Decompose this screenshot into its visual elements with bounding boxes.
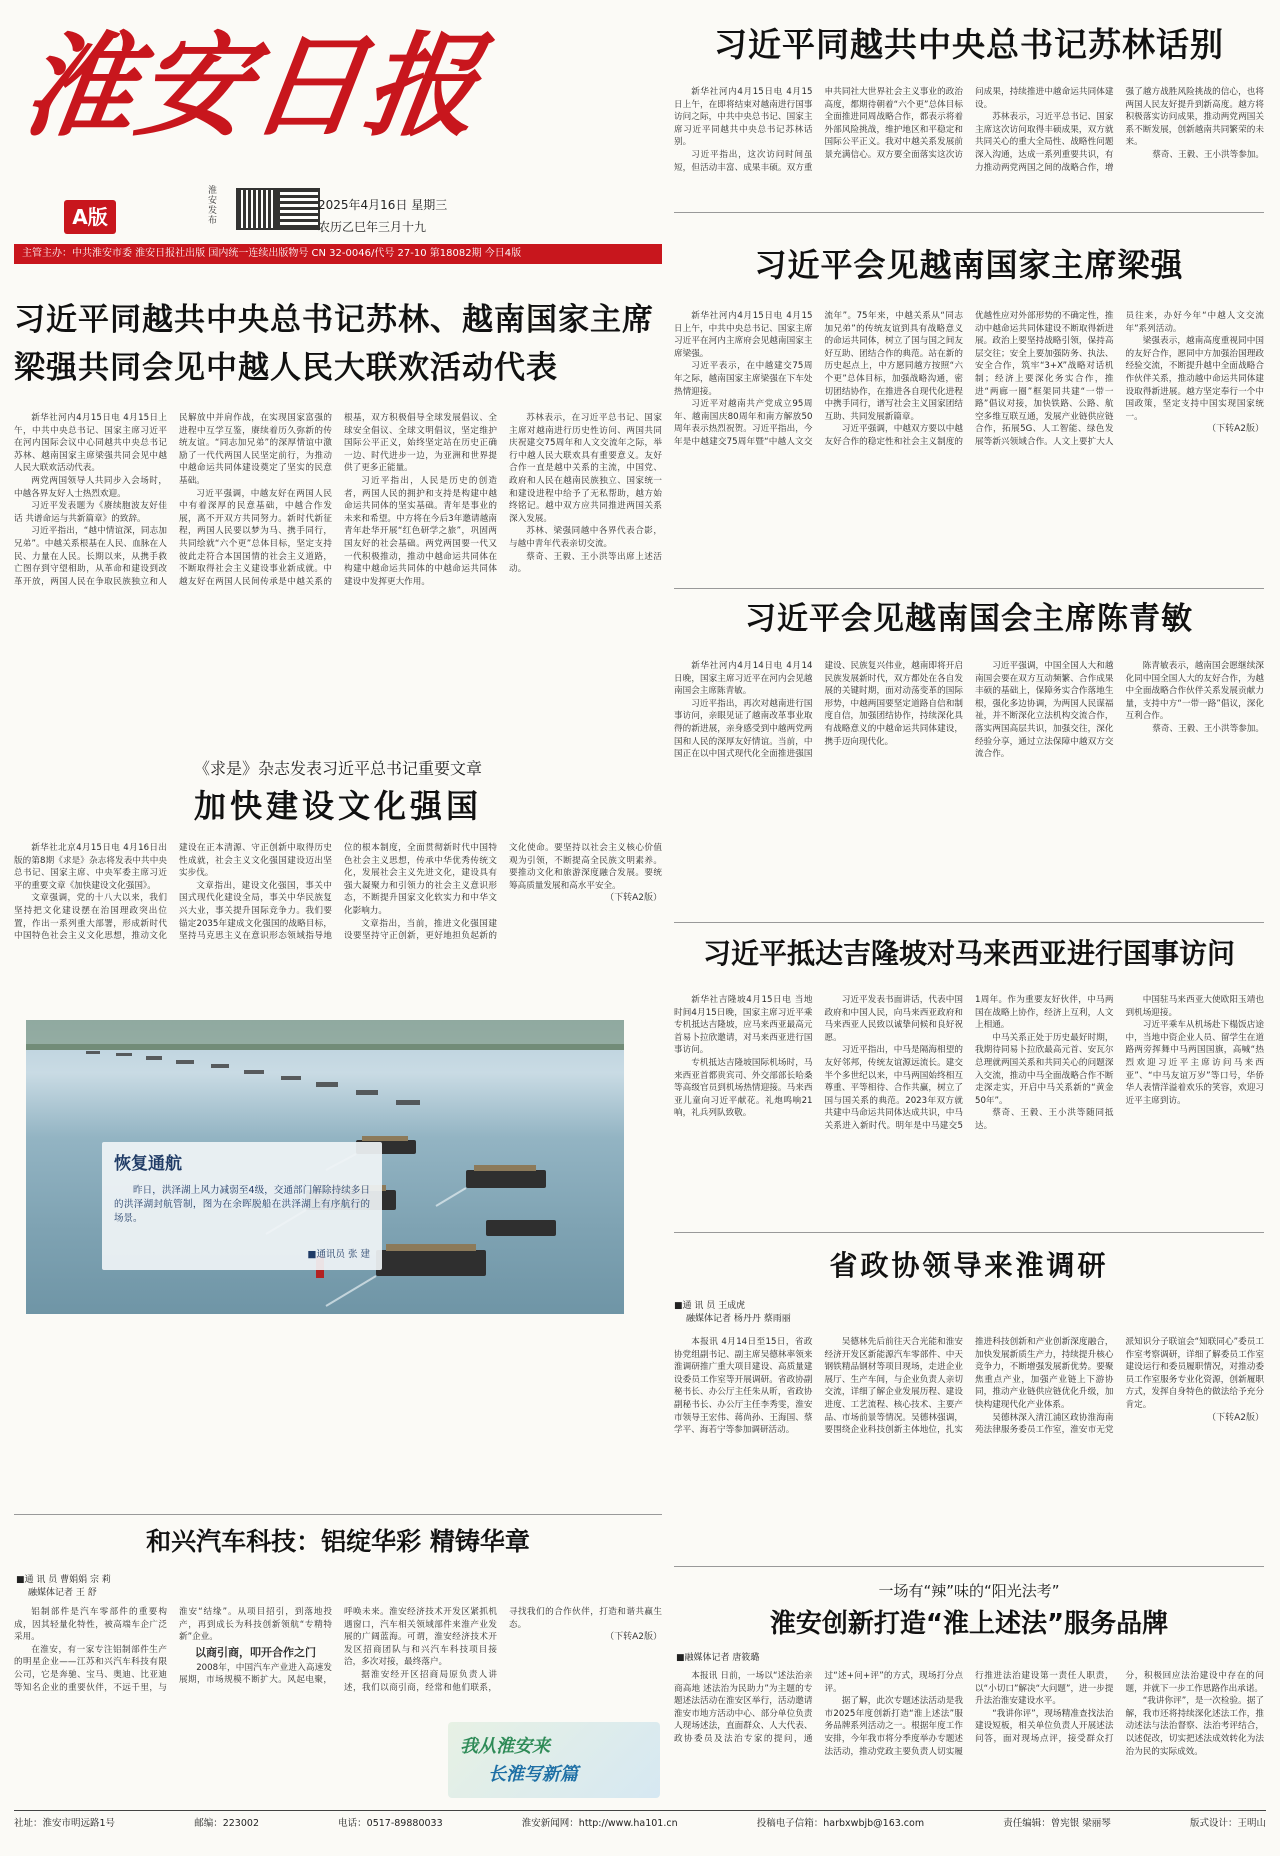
barge-convoy	[86, 1051, 420, 1105]
continue-note[interactable]: （下转A2版）	[605, 1632, 662, 1643]
hexing-byline	[16, 1574, 186, 1600]
paragraph: 铝制部件是汽车零部件的重要构成，因其轻量化特性，被高端车企广泛采用。	[14, 1607, 167, 1643]
headline-hexing[interactable]: 和兴汽车科技：铝绽华彩 精铸华章	[146, 1527, 530, 1556]
issue-date: 2025年4月16日 星期三	[318, 198, 448, 212]
paragraph: 蔡奇、王毅、王小洪等参加。	[1152, 149, 1264, 160]
hexing-subhead: 以商引商，叩开合作之门	[195, 1645, 316, 1659]
paragraph: “我讲你评”，现场精准查找法治建设短板，相关单位负责人开展述法问答，面对现场点评，接受群众打分，积极回应法治建设中存在的问题，并就下一步工作思路作出承诺。	[975, 1671, 1264, 1744]
footer-website[interactable]: 淮安新闻网：http://www.ha101.cn	[521, 1818, 678, 1829]
divider	[674, 922, 1264, 923]
lead-headline-line2[interactable]: 梁强共同会见中越人民大联欢活动代表	[14, 350, 558, 386]
paragraph: 习近平强调，中越双方要以中越友好合作的稳定性和社会主义制度的优越性应对外部形势的不确定性，推动中越命运共同体建设不断取得新进展。政治上要坚持战略引领，保持高层交往；安全上要加强防务、执法、安全合作，筑牢“3+X”战略对话机制；经济上要深化务实合作，推进“两廊一圈”框架同共建“一带一路”倡议对接，加快铁路、公路、航空多维互联互通，发展产业链供应链合作，拓展5G、人工智能、绿色发展等新兴领域合作。人文上要扩大人员往来，办好今年“中越人文交流年”系列活动。	[824, 311, 1264, 447]
article-liangqiang	[674, 310, 1264, 610]
byline-line: 融媒体记者 杨丹丹 蔡雨丽	[686, 1314, 791, 1324]
series-logo-line2: 长淮写新篇	[488, 1764, 578, 1785]
paragraph: 习近平乘车从机场赴下榻饭店途中，当地中资企业人员、留学生在道路两旁挥舞中马两国国旗，高喊“热烈欢迎习近平主席访问马来西亚”、“中马友谊万岁”等口号，华侨华人表情洋溢着欢乐的笑容，欢迎习近平主席到访。	[1125, 1020, 1264, 1106]
shore-far	[26, 1044, 624, 1050]
series-logo	[448, 1722, 660, 1798]
divider	[674, 588, 1264, 589]
masthead-bar-text: 主管主办：中共淮安市委 淮安日报社出版 国内统一连续出版物号 CN 32-0046/代号 27-10 第18082期 今日4版	[22, 248, 522, 259]
paragraph: 苏林、梁强同越中各界代表合影，与越中青年代表亲切交流。	[509, 526, 662, 549]
paragraph: 文章指出，建设文化强国，事关中国式现代化建设全局，事关中华民族复兴大业，事关提升国际竞争力。我们要锚定2035年建成文化强国的战略目标，坚持马克思主义在意识形态领域指导地位的根本制度，全面贯彻新时代中国特色社会主义思想，传承中华优秀传统文化，发展社会主义先进文化，建设具有强大凝聚力和引领力的社会主义意识形态，不断提升国家文化软实力和中华文化影响力。	[179, 843, 497, 942]
divider	[674, 1232, 1264, 1233]
paragraph: 蔡奇、王毅、王小洪等出席上述活动。	[509, 551, 662, 575]
masthead-bar	[14, 244, 662, 264]
paragraph: “我讲你评”，是一次检验。据了解，我市还将持续深化述法工作，推动述法与法治督察、法治考评结合，以述促改，切实把述法成效转化为法治为民的实际成效。	[1125, 1696, 1264, 1757]
edition-badge: A版	[64, 200, 116, 234]
paragraph: 文章强调，党的十八大以来，我们坚持把文化建设摆在治国理政突出位置，作出一系列重大部署，形成新时代中国特色社会主义文化思想，推动文化建设在正本清源、守正创新中取得历史性成就，社会主义文化强国建设迈出坚实步伐。	[14, 843, 332, 942]
article-sulin-farewell	[674, 86, 1264, 206]
paragraph: 在淮安，有一家专注铝制部件生产的明星企业——江苏和兴汽车科技有限公司，它是奔驰、宝马、奥迪、比亚迪等知名企业的重要伙伴，不远千里，与淮安“结缘”。从项目招引，到落地投产，再到成长为科技创新领航“专精特新”企业。	[14, 1607, 332, 1693]
paragraph: 中国驻马来西亚大使欧阳玉靖也到机场迎接。	[1125, 995, 1264, 1018]
headline-liangqiang[interactable]: 习近平会见越南国家主席梁强	[754, 246, 1184, 284]
paragraph: 新华社河内4月14日电 4月14日晚，国家主席习近平在河内会见越南国会主席陈青敏。	[674, 661, 813, 697]
photo-credit: ■通讯员 张 建	[307, 1249, 370, 1260]
paragraph: 苏林表示，在习近平总书记、国家主席对越南进行历史性访问、两国共同庆祝建交75周年和人文交流年之际，举行中越人民大联欢具有重要意义。友好合作一直是越中关系的主流，中国党、政府和人民在越南民族独立、国家统一和建设进程中给予了无私帮助，越方始终铭记。越中双方应共同推进两国关系深入发展。	[509, 413, 662, 524]
footer-postcode: 邮编：223002	[194, 1818, 259, 1829]
paragraph: 苏林表示，习近平总书记、国家主席这次访问取得丰硕成果，双方就共同关心的重大全局性、战略性问题深入沟通，达成一系列重要共识，有力推动两党两国之间的战略合作，增强了越方战胜风险挑战的信心，也将两国人民友好提升到新高度。越方将积极落实访问成果，推动两党两国关系不断发展，创新越南共同繁荣的未来。	[975, 87, 1264, 173]
headline-malaysia[interactable]: 习近平抵达吉隆坡对马来西亚进行国事访问	[702, 937, 1235, 970]
paragraph: 新华社河内4月15日电 4月15日上午，中共中央总书记、国家主席习近平在河内国际会议中心同越共中央总书记苏林、越南国家主席梁强共同会见中越人民大联欢活动代表。	[14, 413, 167, 474]
article-chenqingmin	[674, 660, 1264, 916]
paragraph: 陈青敏表示，越南国会愿继续深化同中国全国人大的友好合作，为越中全面战略合作伙伴关系发展贡献力量，支持中方“一带一路”倡议，深化互利合作。	[1125, 661, 1264, 722]
footer-email[interactable]: 投稿电子信箱：harbxwbjb@163.com	[756, 1818, 925, 1829]
paragraph: 本报讯 4月14日至15日，省政协党组副书记、副主席吴德林率领来淮调研推广重大项目建设、高质量建设委员工作室等开展调研。省政协副秘书长、办公厅主任朱从昕，省政协副秘书长、办公厅主任李秀雯，淮安市领导王宏伟、蒋尚孙、王海国、蔡学平、海若宁等参加调研活动。	[674, 1337, 813, 1436]
footer-design: 版式设计：王明山	[1189, 1818, 1266, 1829]
paragraph: 据淮安经开区招商局原负责人讲述，我们以商引商，经常和他们联系，寻找我们的合作伙伴，打造和谐共赢生态。	[344, 1607, 662, 1693]
photo-title: 恢复通航	[114, 1154, 182, 1174]
paragraph: 新华社北京4月15日电 4月16日出版的第8期《求是》杂志将发表中共中央总书记、国家主席、中央军委主席习近平的重要文章《加快建设文化强国》。	[14, 843, 167, 891]
masthead-logo	[14, 12, 514, 162]
qr-code-2[interactable]	[278, 188, 320, 230]
paragraph: 两党两国领导人共同步入会场时，中越各界友好人士热烈欢迎。	[14, 475, 167, 499]
headline-cppcc[interactable]: 省政协领导来淮调研	[829, 1249, 1109, 1282]
paragraph: 吴德林深入清江浦区政协淮海南苑法律服务委员工作室，淮安市无党派知识分子联谊会“知联同心”委员工作室考察调研，详细了解委员工作室建设运行和委员履职情况，对推动委员工作室服务专业化资源，创新履职方式，发挥自身特色的做法给予充分肯定。	[975, 1337, 1264, 1436]
article-cppcc	[674, 1336, 1264, 1560]
paragraph: 习近平指出，人民是历史的创造者，两国人民的拥护和支持是构建中越命运共同体的坚实基础。青年是事业的未来和希望。中方将在今后3年邀请越南青年赴华开展“红色研学之旅”，巩固两国友好的社会基础。两党两国要一代又一代积极推动，推动中越命运共同体在构建中越命运共同体的中越命运共同体建设中发挥更大作用。	[344, 475, 497, 587]
shufa-byline: ■融媒体记者 唐筱璐	[676, 1653, 760, 1663]
lead-headline-line1[interactable]: 习近平同越共中央总书记苏林、越南国家主席	[14, 302, 654, 338]
footer-phone: 电话：0517-89880033	[338, 1818, 443, 1829]
headline-shufa[interactable]: 淮安创新打造“淮上述法”服务品牌	[769, 1609, 1169, 1639]
paragraph: 习近平指出，“越中情谊深，同志加兄弟”。中越关系根基在人民、血脉在人民、力量在人民。长期以来，从携手救亡图存到守望相助，从革命和建设到改革开放，两国人民在争取民族独立和人民解放中并肩作战，在实现国家富强的进程中互学互鉴，赓续着历久弥新的传统友谊。“同志加兄弟”的深厚情谊中激励了一代代两国人民坚定前行，为推动中越命运共同体建设奠定了坚实的民意基础。	[14, 413, 332, 587]
footer-rule	[14, 1810, 1266, 1811]
paragraph: 习近平表示，在中越建交75周年之际，越南国家主席梁强在下车处热情迎接。	[674, 361, 813, 397]
qr-code[interactable]	[236, 188, 278, 230]
byline-line: 融媒体记者 王 舒	[28, 1588, 97, 1598]
paragraph: 吴德林先后前往天合光能和淮安经济开发区新能源汽车零部件、中天钢铁精品钢材等项目现场，走进企业展厅、生产车间，与企业负责人亲切交流，详细了解企业发展历程、建设进度、工艺流程、核心技术、主要产品、市场前景等情况。吴德林强调，要围绕企业科技创新主体地位，扎实推进科技创新和产业创新深度融合，加快发展新质生产力，持续提升核心竞争力，不断增强发展新优势。要聚焦重点产业，加强产业链上下游协同，推动产业链供应链优化升级，加快构建现代化产业体系。	[824, 1337, 1114, 1436]
qiushi-kicker: 《求是》杂志发表习近平总书记重要文章	[193, 759, 482, 778]
footer	[14, 1814, 1266, 1834]
paragraph: 梁强表示，越南高度重视同中国的友好合作，愿同中方加强治国理政经验交流，不断提升越中全面战略合作伙伴关系，推动越中命运共同体建设取得新进展。越方坚定奉行一个中国政策，坚定支持中国实现国家统一。	[1125, 336, 1264, 422]
headline-qiushi[interactable]: 加快建设文化强国	[193, 787, 482, 825]
paragraph: 习近平强调，中越友好在两国人民中有着深厚的民意基础，中越合作发展，离不开双方共同努力。新时代新征程，两国人民要以梦为马、携手同行，共同绘就“六个更”总体目标，坚定支持彼此走符合本国国情的社会主义道路，不断取得社会主义建设事业新成就。中越友好在两国人民间传承是中越关系的根基，双方积极倡导全球发展倡议、全球安全倡议、全球文明倡议，坚定维护国际公平正义，始终坚定站在历史正确一边、时代进步一边，为亚洲和世界提供了更多正能量。	[179, 413, 497, 587]
paragraph: 蔡奇、王毅、王小洪等随同抵达。	[975, 1108, 1114, 1131]
paragraph: 习近平强调，中国全国人大和越南国会要在双方互动频繁、合作成果丰硕的基础上，保障务实合作落地生根，强化多边协调，为两国人民谋福祉，并不断深化立法机构交流合作，落实两国高层共识，加强交往，深化经验分享，通过立法保障中越双方交流合作。	[975, 661, 1114, 760]
paragraph: 新华社河内4月15日电 4月15日上午，在即将结束对越南进行国事访问之际，中共中央总书记、国家主席习近平同越共中央总书记苏林话别。	[674, 87, 813, 148]
headline-sulin-farewell[interactable]: 习近平同越共中央总书记苏林话别	[714, 25, 1224, 64]
article-shufa	[674, 1670, 1264, 1802]
photo-caption: 昨日，洪泽湖上风力减弱至4级，交通部门解除持续多日的洪泽湖封航管制，图为在余晖脱船在洪泽湖上有序航行的场景。	[114, 1185, 370, 1224]
paragraph: 据了解，此次专题述法活动是我市2025年度创新打造“淮上述法”服务品牌系列活动之一。根据年度工作安排，今年我市将分季度举办专题述法活动，推动党政主要负责人切实履行推进法治建设第一责任人职责，以“小切口”解决“大问题”，进一步提升法治淮安建设水平。	[824, 1671, 1114, 1757]
footer-editors: 责任编辑：曾宪银 梁丽琴	[1003, 1818, 1111, 1829]
paragraph: 专机抵达吉隆坡国际机场时，马来西亚首都贵宾司、外交部部长哈桑等高级官员到机场热情迎接。马来西亚儿童向习近平献花。礼炮鸣响21响，礼兵列队致敬。	[674, 1057, 813, 1119]
article-lead	[14, 412, 662, 748]
byline-line: ■通 讯 员 曹娟娟 宗 莉	[16, 1575, 111, 1585]
paragraph: 习近平发表题为《赓续胞波友好佳话 共谱命运与共新篇章》的致辞。	[14, 501, 167, 524]
paragraph: 习近平指出，这次访问时间虽短，但活动丰富、成果丰硕。双方重申共同社大世界社会主义事业的政治高度，都期待朝着“六个更”总体目标全面推进同周战略合作，都表示将着外部风险挑战，维护地区和平稳定和国际公平正义。我对中越关系发展前景充满信心。双方要全面落实这次访问成果，持续推进中越命运共同体建设。	[674, 87, 1114, 173]
byline-line: ■通 讯 员 王成虎	[674, 1301, 746, 1311]
article-qiushi	[14, 842, 662, 1014]
paragraph: 习近平发表书面讲话，代表中国政府和中国人民，向马来西亚政府和马来西亚人民致以诚挚问候和良好祝愿。	[824, 995, 963, 1043]
paragraph: 新华社河内4月15日电 4月15日上午，中共中央总书记、国家主席习近平在河内主席府会见越南国家主席梁强。	[674, 311, 813, 359]
shufa-kicker: 一场有“辣”味的“阳光法考”	[878, 1582, 1060, 1600]
barge	[466, 1170, 546, 1188]
paragraph: 中马关系正处于历史最好时期，我期待同易卜拉欣最高元首、安瓦尔总理就两国关系和共同关心的问题深入交流，推动中马全面战略合作不断走深走实，开启中马关系新的“黄金50年”。	[975, 1032, 1114, 1106]
photo-caption-box	[102, 1142, 382, 1270]
paragraph: 习近平指出，中马是隔海相望的友好邻邦，传统友谊源远流长。建交半个多世纪以来，中马两国始终相互尊重、平等相待、合作共赢，树立了国与国关系的典范。2023年双方就共建中马命运共同体达成共识，中马关系进入新时代。明年是中马建交51周年。作为重要友好伙伴，中马两国在战略上协作，经济上互利，人文上相通。	[824, 995, 1114, 1131]
continue-note[interactable]: （下转A2版）	[1207, 424, 1264, 435]
paragraph: 蔡奇、王毅、王小洪等参加。	[1152, 723, 1264, 734]
continue-note[interactable]: （下转A2版）	[605, 893, 662, 904]
continue-note[interactable]: （下转A2版）	[1207, 1412, 1264, 1423]
paragraph: 本报讯 日前，一场以“述法治亲商高地 述法治为民助力”为主题的专题述法活动在淮安区举行，活动邀请淮安市地方活动中心、部分单位负责人现场述法，直面群众、人大代表、政协委员及法治专家的提问，通过“述+问+评”的方式，现场打分点评。	[674, 1671, 963, 1744]
paragraph: 文章指出，当前，推进文化强国建设要坚持守正创新，更好地担负起新的文化使命。要坚持以社会主义核心价值观为引领，不断提高全民族文明素养。要推动文化和旅游深度融合发展。要统筹高质量发展和高水平安全。	[344, 843, 662, 942]
cppcc-byline	[674, 1300, 834, 1326]
article-malaysia	[674, 994, 1264, 1226]
series-logo-line1: 我从淮安来	[460, 1736, 550, 1757]
footer-address: 社址：淮安市明远路1号	[14, 1818, 116, 1829]
headline-chenqingmin[interactable]: 习近平会见越南国会主席陈青敏	[745, 601, 1193, 637]
qr-caption: 淮安发布	[208, 186, 218, 226]
photo-lake-navigation[interactable]	[26, 1020, 624, 1314]
masthead-title: 淮安日报	[14, 21, 490, 152]
divider	[674, 212, 1264, 213]
barge	[486, 1220, 556, 1236]
lunar-date: 农历乙巳年三月十九	[318, 220, 427, 234]
paragraph: 2008年，中国汽车产业进入高速发展期，市场规模不断扩大。风起电聚，呼唤未来。淮安经济技术开发区紧抓机遇窗口，汽车相关领域部件来淮产业发展的广阔蓝海。可谓，淮安经济技术开发区招商团队与和兴汽车科技项目接洽，多次对接，最终落户。	[179, 1607, 497, 1686]
barge	[376, 1250, 486, 1276]
paragraph: 习近平指出，再次对越南进行国事访问，亲眼见证了越南改革事业取得的新进展，亲身感受到中越两党两国和人民的深厚友好情谊。当前，中国正在以中国式现代化全面推进强国建设、民族复兴伟业，越南即将开启民族发展新时代，双方都处在各自发展的关键时期，面对动荡变革的国际形势，中越两国要坚定道路自信和制度自信，加强团结协作，持续深化具有战略意义的中越命运共同体建设，携手迈向现代化。	[674, 661, 963, 760]
divider	[14, 1514, 662, 1515]
divider	[674, 1566, 1264, 1567]
paragraph: 新华社吉隆坡4月15日电 当地时间4月15日晚，国家主席习近平乘专机抵达吉隆坡，应马来西亚最高元首易卜拉欣邀请，对马来西亚进行国事访问。	[674, 995, 813, 1056]
paragraph: 习近平对越南共产党成立95周年、越南国庆80周年和南方解放50周年表示热烈祝贺。习近平指出，今年是中越建交75周年暨“中越人文交流年”。75年来，中越关系从“同志加兄弟”的传统友谊到具有战略意义的命运共同体，树立了国与国之间友好互助、团结合作的典范。站在新的历史起点上，中方愿同越方按照“六个更”总体目标，加强战略沟通，密切团结协作，在推进各自现代化进程中携手同行，谱写社会主义国家团结互助、共同发展新篇章。	[674, 311, 963, 447]
